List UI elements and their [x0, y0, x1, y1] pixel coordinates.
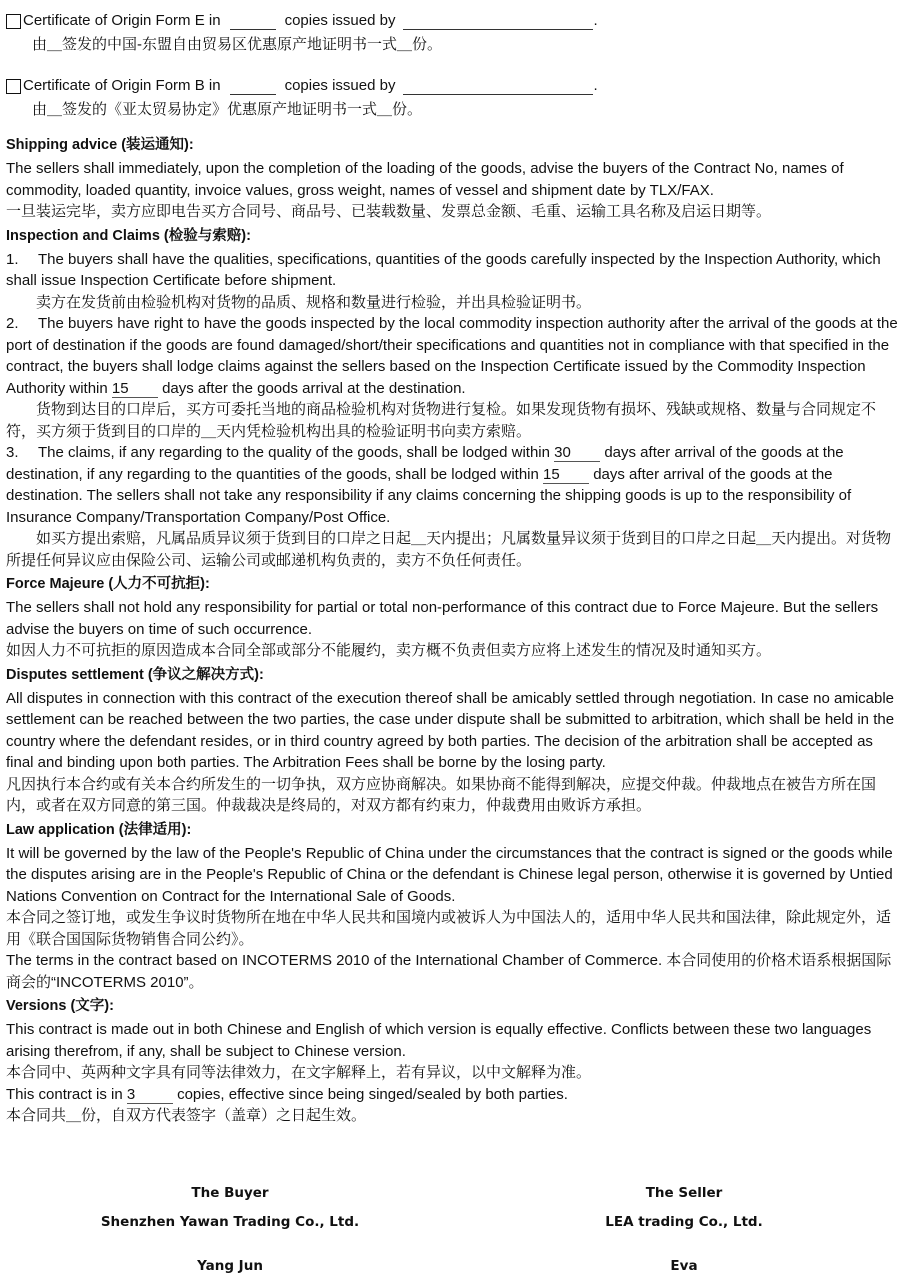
- force-heading: Force Majeure (人力不可抗拒):: [6, 576, 210, 592]
- item-3-en-a: The claims, if any regarding to the quality of the goods, shall be lodged within: [38, 444, 550, 461]
- buyer-signature: [80, 1183, 380, 1278]
- item-2-en-a: The buyers have right to have the goods inspected by the local commodity inspection authority after the arrival of the goods at the port of destination if the goods are found damaged/short/their specifications and quantities not in compliance with that specified in the contract, the buyers shall lodge claims against the sellers based on the Inspection Certificate issued by the Commodity Inspection Authority within: [6, 315, 898, 397]
- inspection-item-1: [6, 249, 898, 292]
- versions-en: This contract is made out in both Chinese and English of which version is equally effective. Conflicts between these two languages arising therefrom, if any, shall be subject to Chinese version.: [6, 1021, 872, 1060]
- form-b-prefix: Certificate of Origin Form B in: [23, 77, 221, 95]
- form-e-mid: copies issued by: [284, 12, 396, 30]
- form-e-issuer-blank[interactable]: [403, 13, 593, 30]
- disputes-cn: 凡因执行本合约或有关本合约所发生的一切争执，双方应协商解决。如果协商不能得到解决，应提交仲裁。仲裁地点在被告方所在国内，或者在双方同意的第三国。仲裁裁决是终局的，对双方都有约束力，仲裁费用由败诉方承担。: [6, 775, 877, 814]
- seller-role: The Seller: [645, 1185, 723, 1201]
- item-3-en-b: days after arrival of the goods at the destination, if any regarding to the quantities of the goods, shall be lodged within: [6, 444, 844, 483]
- law-incoterms: The terms in the contract based on INCOTERMS 2010 of the International Chamber of Commerce. 本合同使用的价格术语系根据国际商会的“INCOTERMS 2010”。: [6, 952, 892, 991]
- form-e-checkbox[interactable]: [6, 14, 21, 29]
- form-b-checkbox[interactable]: [6, 79, 21, 94]
- form-b-suffix: .: [593, 77, 598, 95]
- item-2-number: 2.: [6, 315, 19, 332]
- item-3-number: 3.: [6, 444, 19, 461]
- item-2-days-value[interactable]: 15: [112, 380, 158, 398]
- item-1-number: 1.: [6, 250, 19, 268]
- item-3-quantity-days-value[interactable]: 15: [543, 466, 589, 484]
- copies-en-b: copies, effective since being singed/sealed by both parties.: [177, 1085, 568, 1103]
- versions-copies: [6, 1084, 898, 1106]
- law-cn: 本合同之签订地，或发生争议时货物所在地在中华人民共和国境内或被诉人为中国法人的，适用中华人民共和国法律，除此规定外，适用《联合国国际货物销售合同公约》。: [6, 909, 892, 948]
- force-en: The sellers shall not hold any responsibility for partial or total non-performance of this contract due to Force Majeure. But the sellers advise the buyers on time of such occurrence.: [6, 599, 879, 638]
- copies-en-a: This contract is in: [6, 1085, 123, 1103]
- disputes-en: All disputes in connection with this contract of the execution thereof shall be amicably settled through negotiation. In case no amicable settlement can be reached between the two parties, the case under dispute shall be submitted to arbitration, which shall be held in the country where the defendant resides, or in third country agreed by both parties. The decision of the arbitration shall be accepted as final and binding upon both parties. The Arbitration Fees shall be borne by the losing party.: [6, 689, 895, 771]
- versions-cn: 本合同中、英两种文字具有同等法律效力，在文字解释上，若有异议，以中文解释为准。: [6, 1064, 592, 1081]
- item-3-quality-days-value[interactable]: 30: [554, 444, 600, 462]
- shipping-heading: Shipping advice (装运通知):: [6, 137, 194, 153]
- form-e-copies-blank[interactable]: [230, 13, 276, 30]
- disputes-heading: Disputes settlement (争议之解决方式):: [6, 666, 264, 683]
- seller-company: LEA trading Co., Ltd.: [605, 1214, 763, 1230]
- form-e-suffix: .: [593, 12, 598, 30]
- contract-page: [6, 10, 898, 1127]
- form-b-row: [6, 75, 898, 97]
- law-en: It will be governed by the law of the People's Republic of China under the circumstances that the contract is signed or the goods while the disputes arising are in the People's Republic of China or the defendant is Chinese legal person, otherwise it is governed by Untied Nations Convention on Contract for the International Sale of Goods.: [6, 844, 893, 905]
- seller-signature: [534, 1183, 834, 1278]
- buyer-person: Yang Jun: [197, 1258, 263, 1274]
- item-1-cn: 卖方在发货前由检验机构对货物的品质、规格和数量进行检验，并出具检验证明书。: [36, 293, 592, 311]
- copies-value[interactable]: 3: [127, 1086, 173, 1104]
- inspection-item-3: [6, 442, 898, 528]
- item-1-en: The buyers shall have the qualities, specifications, quantities of the goods carefully inspected by the Inspection Authority, which shall issue Inspection Certificate before shipment.: [6, 250, 881, 289]
- form-e-row: [6, 10, 898, 32]
- copies-cn: 本合同共＿份，自双方代表签字（盖章）之日起生效。: [6, 1107, 367, 1124]
- form-b-copies-blank[interactable]: [230, 78, 276, 95]
- force-cn: 如因人力不可抗拒的原因造成本合同全部或部分不能履约，卖方概不负责但卖方应将上述发生的情况及时通知买方。: [6, 642, 772, 659]
- law-heading: Law application (法律适用):: [6, 821, 192, 838]
- inspection-item-2: [6, 313, 898, 399]
- form-b-issuer-blank[interactable]: [403, 78, 593, 95]
- form-e-prefix: Certificate of Origin Form E in: [23, 12, 221, 30]
- shipping-cn: 一旦装运完毕，卖方应即电告买方合同号、商品号、已装载数量、发票总金额、毛重、运输工具名称及启运日期等。: [6, 203, 772, 220]
- item-2-cn: 货物到达目的口岸后，买方可委托当地的商品检验机构对货物进行复检。如果发现货物有损坏、残缺或规格、数量与合同规定不符，买方须于货到目的口岸的＿天内凭检验机构出具的检验证明书向卖方索赔。: [6, 401, 877, 440]
- item-3-cn: 如买方提出索赔，凡属品质异议须于货到目的口岸之日起＿天内提出；凡属数量异议须于货到目的口岸之日起＿天内提出。对货物所提任何异议应由保险公司、运输公司或邮递机构负责的，卖方不负任何责任。: [6, 530, 892, 569]
- form-b-cn: 由＿签发的《亚太贸易协定》优惠原产地证明书一式＿份。: [32, 101, 423, 118]
- form-b-mid: copies issued by: [284, 77, 396, 95]
- form-e-cn: 由＿签发的中国-东盟自由贸易区优惠原产地证明书一式＿份。: [32, 36, 442, 53]
- versions-heading: Versions (文字):: [6, 998, 114, 1014]
- seller-person: Eva: [670, 1258, 698, 1274]
- buyer-role: The Buyer: [191, 1185, 269, 1201]
- shipping-en: The sellers shall immediately, upon the completion of the loading of the goods, advise the buyers of the Contract No, names of commodity, loaded quantity, invoice values, gross weight, names of vessel and shipment date by TLX/FAX.: [6, 160, 844, 199]
- inspection-heading: Inspection and Claims (检验与索赔):: [6, 227, 251, 244]
- item-3-en-c: days after arrival of the goods at the destination. The sellers shall not take any responsibility if any claims concerning the shipping goods is up to the responsibility of Insurance Company/Transportation Company/Post Office.: [6, 465, 852, 526]
- item-2-en-b: days after the goods arrival at the destination.: [162, 379, 466, 397]
- buyer-company: Shenzhen Yawan Trading Co., Ltd.: [100, 1214, 360, 1230]
